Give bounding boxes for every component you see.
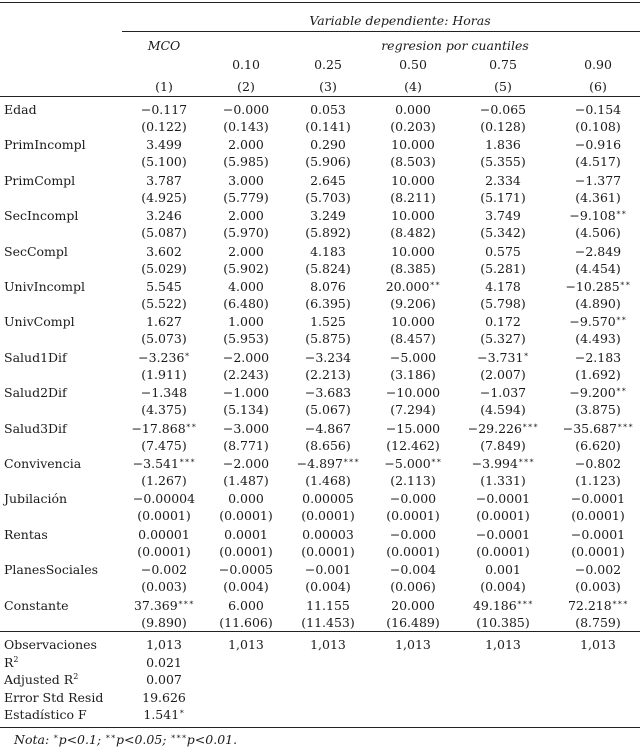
coefficient-cell: −5.000 bbox=[389, 350, 437, 365]
statistic-value: 1.541∗ bbox=[143, 707, 185, 722]
standard-error-cell: (0.122) bbox=[141, 119, 187, 134]
coefficient-cell: −9.570∗∗ bbox=[569, 314, 627, 329]
coefficient-cell: −0.001 bbox=[304, 562, 352, 577]
coefficient-cell: 20.000 bbox=[391, 598, 435, 613]
coefficient-cell: −2.849 bbox=[574, 244, 622, 259]
variable-label: PrimCompl bbox=[4, 173, 76, 188]
coefficient-cell: −3.236∗ bbox=[138, 350, 190, 365]
coefficient-cell: 10.000 bbox=[391, 314, 435, 329]
quantile-label: 0.25 bbox=[314, 57, 342, 72]
standard-error-cell: (5.100) bbox=[141, 154, 187, 169]
coefficient-cell: 10.000 bbox=[391, 173, 435, 188]
coefficient-cell: −3.994∗∗∗ bbox=[471, 456, 535, 471]
coefficient-cell: −1.377 bbox=[574, 173, 622, 188]
coefficient-cell: −3.541∗∗∗ bbox=[132, 456, 196, 471]
coefficient-cell: 8.076 bbox=[310, 279, 346, 294]
standard-error-cell: (5.522) bbox=[141, 296, 187, 311]
standard-error-cell: (5.342) bbox=[480, 225, 526, 240]
standard-error-cell: (5.970) bbox=[223, 225, 269, 240]
stats-rule bbox=[0, 631, 640, 632]
significance-stars: ∗ bbox=[184, 350, 190, 359]
standard-error-cell: (5.824) bbox=[305, 261, 351, 276]
coefficient-cell: 2.334 bbox=[485, 173, 521, 188]
standard-error-cell: (1.468) bbox=[305, 473, 351, 488]
standard-error-cell: (1.331) bbox=[480, 473, 526, 488]
variable-label: SecIncompl bbox=[4, 208, 79, 223]
standard-error-cell: (2.007) bbox=[480, 367, 526, 382]
standard-error-cell: (7.294) bbox=[390, 402, 436, 417]
standard-error-cell: (5.703) bbox=[305, 190, 351, 205]
significance-stars: ∗∗ bbox=[615, 314, 627, 323]
standard-error-cell: (5.875) bbox=[305, 331, 351, 346]
significance-stars: ∗∗ bbox=[185, 421, 197, 430]
coefficient-cell: 5.545 bbox=[146, 279, 182, 294]
coefficient-cell: 0.001 bbox=[485, 562, 521, 577]
standard-error-cell: (9.206) bbox=[390, 296, 436, 311]
standard-error-cell: (4.925) bbox=[141, 190, 187, 205]
coefficient-cell: 0.000 bbox=[228, 491, 264, 506]
standard-error-cell: (5.029) bbox=[141, 261, 187, 276]
quantile-label: 0.90 bbox=[584, 57, 612, 72]
coefficient-cell: 3.602 bbox=[146, 244, 182, 259]
standard-error-cell: (12.462) bbox=[386, 438, 440, 453]
standard-error-cell: (1.123) bbox=[575, 473, 621, 488]
coefficient-cell: −5.000∗∗ bbox=[384, 456, 442, 471]
coefficient-cell: 1.000 bbox=[228, 314, 264, 329]
coefficient-cell: 4.178 bbox=[485, 279, 521, 294]
coefficient-cell: 3.000 bbox=[228, 173, 264, 188]
coefficient-cell: 3.246 bbox=[146, 208, 182, 223]
standard-error-cell: (0.0001) bbox=[301, 508, 355, 523]
standard-error-cell: (4.454) bbox=[575, 261, 621, 276]
significance-stars: ∗∗∗ bbox=[521, 421, 539, 430]
variable-label: PrimIncompl bbox=[4, 137, 86, 152]
coefficient-cell: 49.186∗∗∗ bbox=[472, 598, 534, 613]
coefficient-cell: −0.0001 bbox=[475, 527, 531, 542]
coefficient-cell: 0.172 bbox=[485, 314, 521, 329]
coefficient-cell: 0.290 bbox=[310, 137, 346, 152]
statistic-value: 19.626 bbox=[142, 690, 186, 705]
standard-error-cell: (11.606) bbox=[219, 615, 273, 630]
coefficient-cell: 0.00001 bbox=[138, 527, 190, 542]
coefficient-cell: −3.683 bbox=[304, 385, 352, 400]
standard-error-cell: (0.004) bbox=[480, 579, 526, 594]
variable-label: Constante bbox=[4, 598, 69, 613]
coefficient-cell: 3.749 bbox=[485, 208, 521, 223]
standard-error-cell: (0.108) bbox=[575, 119, 621, 134]
coefficient-cell: −35.687∗∗∗ bbox=[562, 421, 634, 436]
table-note: Nota: ∗p<0.1; ∗∗p<0.05; ∗∗∗p<0.01. bbox=[14, 732, 238, 747]
statistic-value: 1,013 bbox=[485, 637, 521, 652]
standard-error-cell: (16.489) bbox=[386, 615, 440, 630]
standard-error-cell: (0.0001) bbox=[571, 508, 625, 523]
standard-error-cell: (1.911) bbox=[141, 367, 187, 382]
standard-error-cell: (4.890) bbox=[575, 296, 621, 311]
coefficient-cell: 2.645 bbox=[310, 173, 346, 188]
coefficient-cell: 0.00003 bbox=[302, 527, 354, 542]
coefficient-cell: −3.731∗ bbox=[477, 350, 529, 365]
standard-error-cell: (0.0001) bbox=[386, 544, 440, 559]
standard-error-cell: (3.186) bbox=[390, 367, 436, 382]
standard-error-cell: (0.0001) bbox=[219, 544, 273, 559]
standard-error-cell: (5.953) bbox=[223, 331, 269, 346]
coefficient-cell: −0.002 bbox=[574, 562, 622, 577]
coefficient-cell: −0.0001 bbox=[570, 527, 626, 542]
standard-error-cell: (0.0001) bbox=[476, 508, 530, 523]
coefficient-cell: 0.0001 bbox=[224, 527, 268, 542]
coefficient-cell: −9.200∗∗ bbox=[569, 385, 627, 400]
variable-label: Rentas bbox=[4, 527, 48, 542]
standard-error-cell: (5.906) bbox=[305, 154, 351, 169]
dependent-variable-label: Variable dependiente: Horas bbox=[309, 13, 491, 28]
variable-label: UnivIncompl bbox=[4, 279, 86, 294]
significance-stars: ∗ bbox=[179, 707, 185, 716]
coefficient-cell: −0.000 bbox=[389, 527, 437, 542]
significance-stars: ∗∗ bbox=[615, 385, 627, 394]
standard-error-cell: (0.0001) bbox=[137, 544, 191, 559]
variable-label: Convivencia bbox=[4, 456, 82, 471]
standard-error-cell: (0.0001) bbox=[386, 508, 440, 523]
coefficient-cell: 0.000 bbox=[395, 102, 431, 117]
coefficient-cell: 3.787 bbox=[146, 173, 182, 188]
standard-error-cell: (5.067) bbox=[305, 402, 351, 417]
standard-error-cell: (8.771) bbox=[223, 438, 269, 453]
statistic-value: 1,013 bbox=[580, 637, 616, 652]
coefficient-cell: 4.000 bbox=[228, 279, 264, 294]
header-rule bbox=[122, 31, 640, 32]
coefficient-cell: −0.154 bbox=[574, 102, 622, 117]
coefficient-cell: −0.117 bbox=[140, 102, 188, 117]
standard-error-cell: (0.143) bbox=[223, 119, 269, 134]
standard-error-cell: (4.361) bbox=[575, 190, 621, 205]
standard-error-cell: (5.171) bbox=[480, 190, 526, 205]
column-number: (6) bbox=[589, 79, 607, 94]
coefficient-cell: 1.627 bbox=[146, 314, 182, 329]
standard-error-cell: (5.798) bbox=[480, 296, 526, 311]
significance-stars: ∗∗∗ bbox=[178, 456, 196, 465]
coefficient-cell: 20.000∗∗ bbox=[385, 279, 441, 294]
standard-error-cell: (0.0001) bbox=[301, 544, 355, 559]
coefficient-cell: 1.836 bbox=[485, 137, 521, 152]
standard-error-cell: (9.890) bbox=[141, 615, 187, 630]
standard-error-cell: (8.211) bbox=[390, 190, 436, 205]
standard-error-cell: (11.453) bbox=[301, 615, 355, 630]
significance-stars: ∗∗∗ bbox=[616, 421, 634, 430]
standard-error-cell: (5.327) bbox=[480, 331, 526, 346]
ols-label: MCO bbox=[147, 38, 181, 53]
standard-error-cell: (0.128) bbox=[480, 119, 526, 134]
standard-error-cell: (6.620) bbox=[575, 438, 621, 453]
coefficient-cell: −0.0001 bbox=[475, 491, 531, 506]
coefficient-cell: −0.002 bbox=[140, 562, 188, 577]
coefficient-cell: 11.155 bbox=[306, 598, 350, 613]
standard-error-cell: (0.004) bbox=[305, 579, 351, 594]
standard-error-cell: (5.134) bbox=[223, 402, 269, 417]
coefficient-cell: 0.575 bbox=[485, 244, 521, 259]
coefficient-cell: −1.037 bbox=[479, 385, 527, 400]
column-number: (3) bbox=[319, 79, 337, 94]
significance-stars: ∗∗ bbox=[615, 208, 627, 217]
coefficient-cell: 2.000 bbox=[228, 244, 264, 259]
standard-error-cell: (1.487) bbox=[223, 473, 269, 488]
coefficient-cell: −3.000 bbox=[222, 421, 270, 436]
column-number: (4) bbox=[404, 79, 422, 94]
standard-error-cell: (8.482) bbox=[390, 225, 436, 240]
coefficient-cell: 6.000 bbox=[228, 598, 264, 613]
statistic-label: Error Std Resid bbox=[4, 690, 104, 705]
significance-stars: ∗∗ bbox=[429, 279, 441, 288]
statistic-label: Estadístico F bbox=[4, 707, 87, 722]
significance-stars: ∗∗ bbox=[430, 456, 442, 465]
coefficient-cell: −0.000 bbox=[389, 491, 437, 506]
standard-error-cell: (5.073) bbox=[141, 331, 187, 346]
coefficient-cell: 1.525 bbox=[310, 314, 346, 329]
variable-label: Salud3Dif bbox=[4, 421, 67, 436]
coefficient-cell: −0.065 bbox=[479, 102, 527, 117]
column-number: (2) bbox=[237, 79, 255, 94]
significance-stars: ∗∗∗ bbox=[177, 598, 195, 607]
significance-stars: ∗∗∗ bbox=[611, 598, 629, 607]
standard-error-cell: (5.892) bbox=[305, 225, 351, 240]
variable-label: Salud1Dif bbox=[4, 350, 67, 365]
quantile-label: 0.75 bbox=[489, 57, 517, 72]
standard-error-cell: (4.517) bbox=[575, 154, 621, 169]
standard-error-cell: (7.849) bbox=[480, 438, 526, 453]
coefficient-cell: −10.000 bbox=[385, 385, 441, 400]
coefficient-cell: −1.000 bbox=[222, 385, 270, 400]
standard-error-cell: (7.475) bbox=[141, 438, 187, 453]
significance-stars: ∗∗ bbox=[619, 279, 631, 288]
bottom-rule bbox=[0, 727, 640, 728]
standard-error-cell: (5.355) bbox=[480, 154, 526, 169]
standard-error-cell: (2.213) bbox=[305, 367, 351, 382]
standard-error-cell: (6.480) bbox=[223, 296, 269, 311]
standard-error-cell: (8.656) bbox=[305, 438, 351, 453]
significance-stars: ∗ bbox=[523, 350, 529, 359]
statistic-label: Observaciones bbox=[4, 637, 97, 652]
standard-error-cell: (4.375) bbox=[141, 402, 187, 417]
coefficient-cell: −0.0005 bbox=[218, 562, 274, 577]
coefficient-cell: 4.183 bbox=[310, 244, 346, 259]
standard-error-cell: (5.779) bbox=[223, 190, 269, 205]
coefficient-cell: −9.108∗∗ bbox=[569, 208, 627, 223]
standard-error-cell: (1.267) bbox=[141, 473, 187, 488]
coefficient-cell: 0.053 bbox=[310, 102, 346, 117]
standard-error-cell: (4.493) bbox=[575, 331, 621, 346]
statistic-label: Adjusted $R^2$ bbox=[4, 672, 79, 687]
quantile-label: 0.50 bbox=[399, 57, 427, 72]
coefficient-cell: 72.218∗∗∗ bbox=[567, 598, 629, 613]
column-number: (1) bbox=[155, 79, 173, 94]
coefficient-cell: −0.000 bbox=[222, 102, 270, 117]
coefficient-cell: −3.234 bbox=[304, 350, 352, 365]
significance-stars: ∗∗∗ bbox=[516, 598, 534, 607]
coefficient-cell: −0.802 bbox=[574, 456, 622, 471]
statistic-value: 1,013 bbox=[146, 637, 182, 652]
standard-error-cell: (0.0001) bbox=[137, 508, 191, 523]
coefficient-cell: −2.000 bbox=[222, 350, 270, 365]
coefficient-cell: −0.916 bbox=[574, 137, 622, 152]
variable-label: SecCompl bbox=[4, 244, 68, 259]
coefficient-cell: 2.000 bbox=[228, 137, 264, 152]
coefficient-cell: 0.00005 bbox=[302, 491, 354, 506]
standard-error-cell: (0.203) bbox=[390, 119, 436, 134]
standard-error-cell: (0.0001) bbox=[219, 508, 273, 523]
significance-stars: ∗∗∗ bbox=[517, 456, 535, 465]
variable-label: Edad bbox=[4, 102, 37, 117]
coefficient-cell: −10.285∗∗ bbox=[565, 279, 631, 294]
coefficient-cell: −4.867 bbox=[304, 421, 352, 436]
standard-error-cell: (0.004) bbox=[223, 579, 269, 594]
coefficient-cell: −4.897∗∗∗ bbox=[296, 456, 360, 471]
coefficient-cell: −2.000 bbox=[222, 456, 270, 471]
standard-error-cell: (5.985) bbox=[223, 154, 269, 169]
coefficient-cell: 2.000 bbox=[228, 208, 264, 223]
coefficient-cell: 3.499 bbox=[146, 137, 182, 152]
standard-error-cell: (6.395) bbox=[305, 296, 351, 311]
coefficient-cell: 10.000 bbox=[391, 244, 435, 259]
column-number: (5) bbox=[494, 79, 512, 94]
variable-label: UnivCompl bbox=[4, 314, 75, 329]
standard-error-cell: (8.503) bbox=[390, 154, 436, 169]
top-rule bbox=[0, 2, 640, 3]
coefficient-cell: −17.868∗∗ bbox=[131, 421, 197, 436]
standard-error-cell: (8.759) bbox=[575, 615, 621, 630]
coefficient-cell: −29.226∗∗∗ bbox=[467, 421, 539, 436]
standard-error-cell: (0.141) bbox=[305, 119, 351, 134]
standard-error-cell: (10.385) bbox=[476, 615, 530, 630]
standard-error-cell: (5.087) bbox=[141, 225, 187, 240]
standard-error-cell: (4.506) bbox=[575, 225, 621, 240]
standard-error-cell: (5.281) bbox=[480, 261, 526, 276]
coefficient-cell: −0.0001 bbox=[570, 491, 626, 506]
quantile-regression-label: regresion por cuantiles bbox=[381, 38, 529, 53]
variable-label: Salud2Dif bbox=[4, 385, 67, 400]
coefficient-cell: 37.369∗∗∗ bbox=[133, 598, 195, 613]
standard-error-cell: (8.457) bbox=[390, 331, 436, 346]
standard-error-cell: (0.003) bbox=[575, 579, 621, 594]
standard-error-cell: (3.875) bbox=[575, 402, 621, 417]
statistic-value: 0.021 bbox=[146, 655, 182, 670]
header-bottom-rule bbox=[0, 96, 640, 97]
statistic-value: 1,013 bbox=[228, 637, 264, 652]
standard-error-cell: (0.0001) bbox=[476, 544, 530, 559]
variable-label: Jubilación bbox=[4, 491, 68, 506]
coefficient-cell: −2.183 bbox=[574, 350, 622, 365]
standard-error-cell: (2.113) bbox=[390, 473, 436, 488]
variable-label: PlanesSociales bbox=[4, 562, 99, 577]
significance-stars: ∗∗∗ bbox=[342, 456, 360, 465]
standard-error-cell: (1.692) bbox=[575, 367, 621, 382]
statistic-value: 1,013 bbox=[395, 637, 431, 652]
standard-error-cell: (8.385) bbox=[390, 261, 436, 276]
coefficient-cell: 10.000 bbox=[391, 137, 435, 152]
coefficient-cell: −0.00004 bbox=[132, 491, 196, 506]
coefficient-cell: −1.348 bbox=[140, 385, 188, 400]
standard-error-cell: (2.243) bbox=[223, 367, 269, 382]
standard-error-cell: (0.006) bbox=[390, 579, 436, 594]
standard-error-cell: (5.902) bbox=[223, 261, 269, 276]
coefficient-cell: −15.000 bbox=[385, 421, 441, 436]
standard-error-cell: (0.0001) bbox=[571, 544, 625, 559]
coefficient-cell: 10.000 bbox=[391, 208, 435, 223]
quantile-label: 0.10 bbox=[232, 57, 260, 72]
statistic-value: 0.007 bbox=[146, 672, 182, 687]
statistic-label: $R^2$ bbox=[4, 655, 19, 670]
coefficient-cell: −0.004 bbox=[389, 562, 437, 577]
standard-error-cell: (4.594) bbox=[480, 402, 526, 417]
coefficient-cell: 3.249 bbox=[310, 208, 346, 223]
standard-error-cell: (0.003) bbox=[141, 579, 187, 594]
statistic-value: 1,013 bbox=[310, 637, 346, 652]
